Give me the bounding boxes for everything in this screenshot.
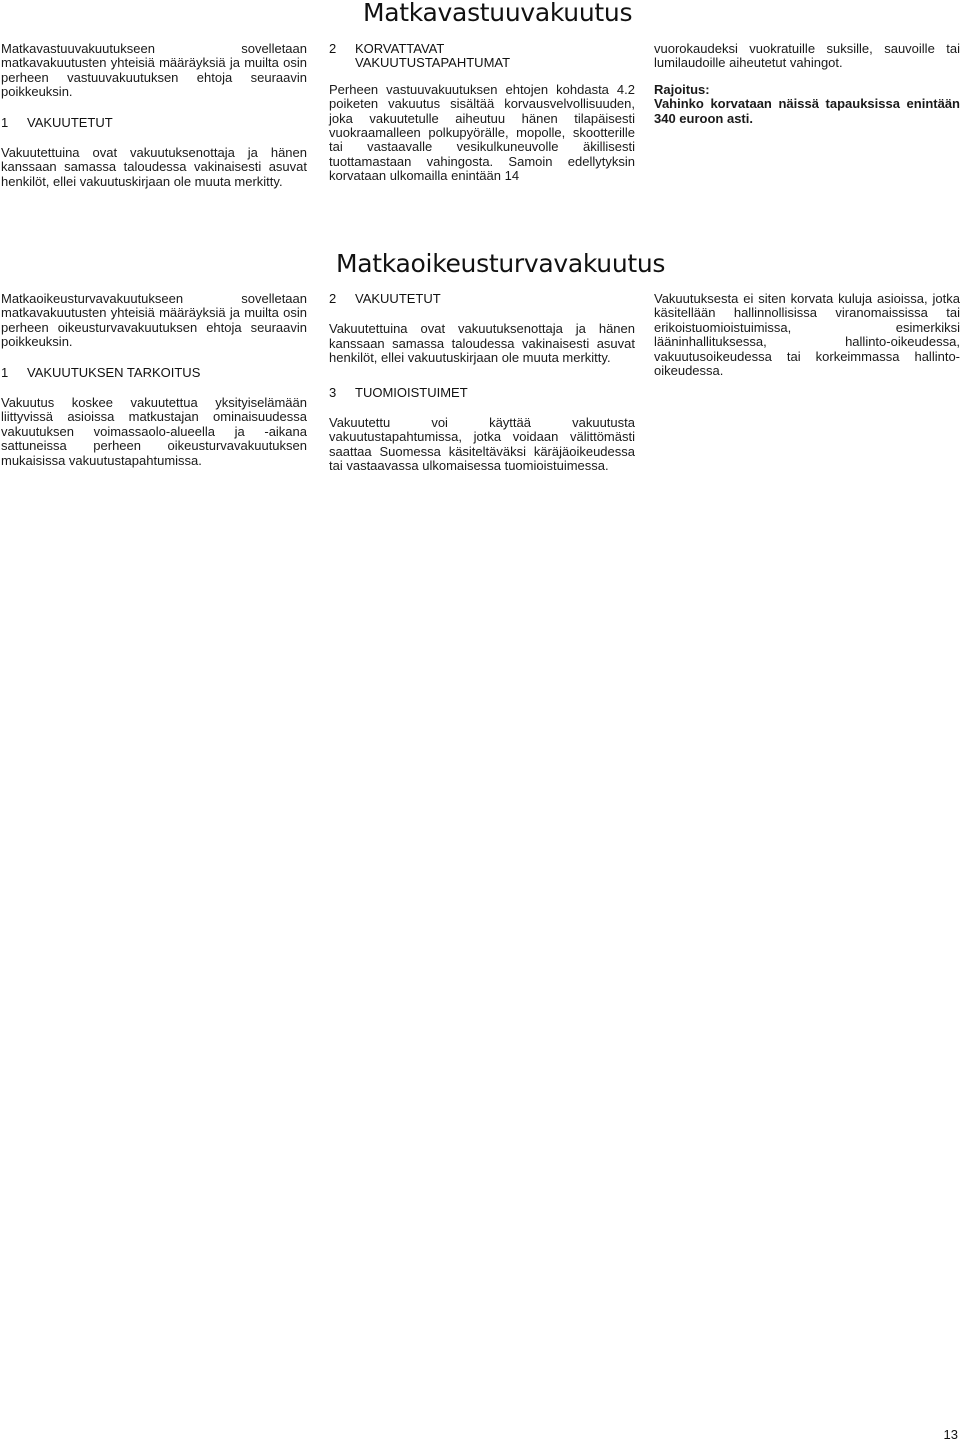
section2-paragraph-vakuutetut: Vakuutettuina ovat vakuutuksenottaja ja hänen kanssaan samassa taloudessa vakinaisesti asuvat henkilöt, ellei vakuutuskirjaan ole muuta merkitty. [329, 321, 635, 366]
heading-number: 2 [329, 41, 337, 56]
section1-column-2 [329, 42, 635, 184]
section1-heading-2 [329, 42, 635, 71]
limitation-text: Vahinko korvataan näissä tapauksissa enintään 340 euroon asti. [654, 96, 960, 126]
section-title-matkavastuuvakuutus: Matkavastuuvakuutus [363, 0, 633, 27]
section2-paragraph-continued: Vakuutuksesta ei siten korvata kuluja asioissa, jotka käsitellään hallinnollisissa viranomaississa tai erikoistuomioistuimissa, esimerkiksi lääninhallituksessa, hallinto-oikeudessa, vakuutusoikeudessa tai korkeimmassa hallinto-oikeudessa. [654, 291, 960, 379]
section2-paragraph-tuomioistuimet: Vakuutettu voi käyttää vakuutusta vakuutustapahtumissa, jotka voidaan välittömästi saattaa Suomessa käsiteltäväksi käräjäoikeudessa tai vastaavassa ulkomaisessa tuomioistuimessa. [329, 415, 635, 474]
section1-column-3 [654, 42, 960, 126]
section2-column-1 [1, 292, 307, 468]
section1-column-1 [1, 42, 307, 189]
section2-paragraph-tarkoitus: Vakuutus koskee vakuutettua yksityiselämään liittyvissä asioissa matkustajan ominaisuudessa vakuutuksen voimassaolo-alueella ja -aikana sattuneissa perheen oikeusturvavakuutuksen mukaisissa vakuutustapahtumissa. [1, 395, 307, 468]
section2-column-3 [654, 292, 960, 378]
limitation-label: Rajoitus: [654, 81, 710, 97]
heading-text: TUOMIOISTUIMET [355, 384, 468, 400]
section1-paragraph-vakuutetut: Vakuutettuina ovat vakuutuksenottaja ja hänen kanssaan samassa taloudessa vakinaisesti asuvat henkilöt, ellei vakuutuskirjaan ole muuta merkitty. [1, 145, 307, 189]
heading-number: 2 [329, 291, 337, 306]
section2-heading-2 [329, 292, 635, 306]
section-title-matkaoikeusturvavakuutus: Matkaoikeusturvavakuutus [336, 249, 666, 278]
section1-heading-1 [1, 116, 307, 130]
heading-text: KORVATTAVAT VAKUUTUSTAPAHTUMAT [355, 41, 511, 71]
section1-paragraph-korvattavat: Perheen vastuuvakuutuksen ehtojen kohdasta 4.2 poiketen vakuutus sisältää korvausvelvollisuuden, joka vakuutetulle aiheutuu hänen tilapäisesti vuokraamalleen polkupyörälle, mopolle, skootterille tai vastaavalle vesikulkuneuvolle äkillisesti tuottamastaan vahingosta. Samoin edellytyksin korvataan ulkomailla enintään 14 [329, 81, 635, 184]
section1-paragraph-continued: vuorokaudeksi vuokratuille suksille, sauvoille tai lumilaudoille aiheutetut vahingot. [654, 41, 960, 71]
heading-number: 1 [1, 114, 9, 130]
section2-heading-1 [1, 366, 307, 380]
heading-text: VAKUUTETUT [27, 114, 113, 130]
section2-intro: Matkaoikeusturvavakuutukseen sovelletaan matkavakuutusten yhteisiä määräyksiä ja muilta osin perheen oikeusturvavakuutuksen ehtoja seuraavin poikkeuksin. [1, 291, 307, 350]
section1-intro: Matkavastuuvakuutukseen sovelletaan matkavakuutusten yhteisiä määräyksiä ja muilta osin perheen vastuuvakuutuksen ehtoja seuraavin poikkeuksin. [1, 41, 307, 100]
heading-text: VAKUUTUKSEN TARKOITUS [27, 364, 201, 380]
section2-heading-3 [329, 386, 635, 400]
heading-number: 3 [329, 384, 337, 400]
section2-column-2 [329, 292, 635, 474]
heading-text: VAKUUTETUT [355, 291, 441, 306]
page-number: 13 [943, 1427, 958, 1442]
heading-number: 1 [1, 364, 9, 380]
